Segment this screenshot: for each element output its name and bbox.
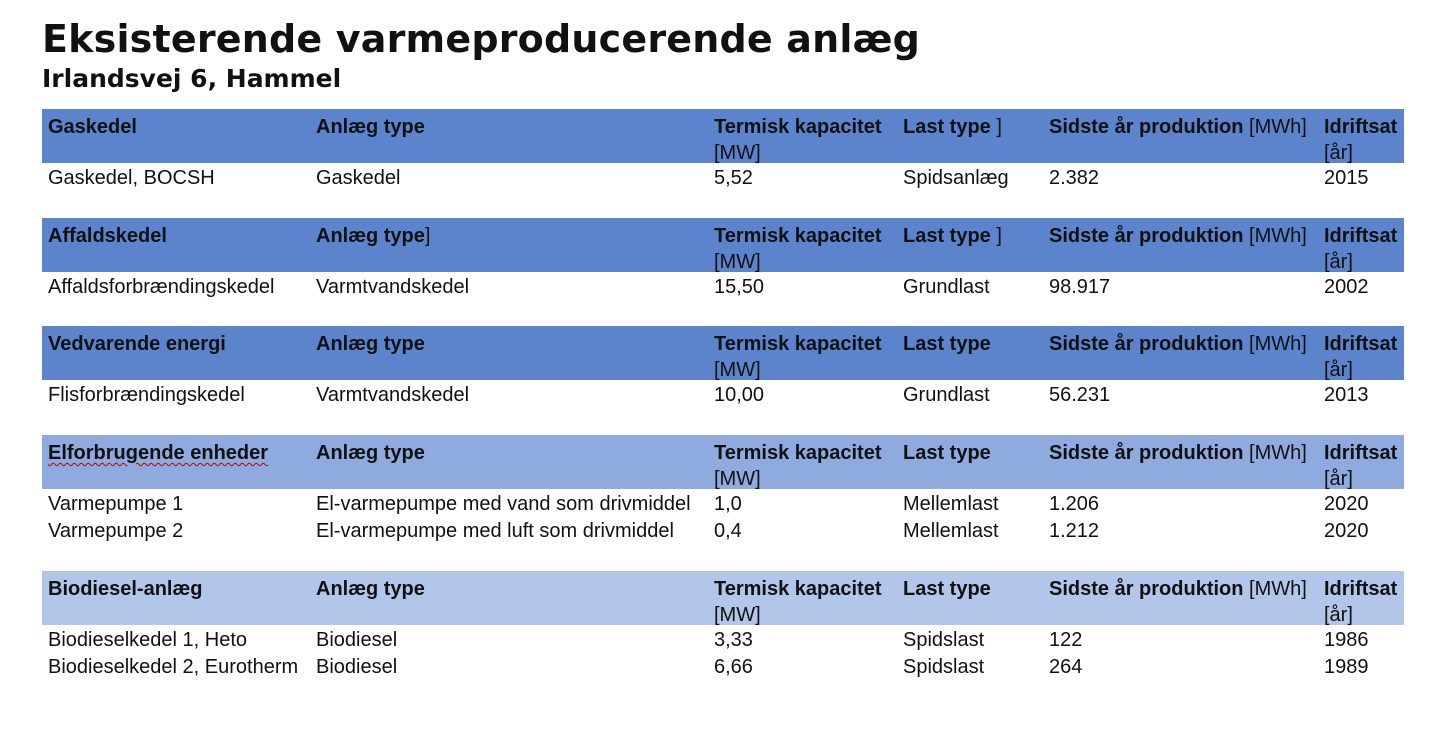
row-commissioned: 1986 [1324, 629, 1369, 651]
header-commissioned-unit: [år] [1324, 604, 1353, 626]
header-production-unit: [MWh] [1243, 578, 1307, 600]
row-name: Affaldsforbrændingskedel [48, 276, 275, 298]
section-header [42, 435, 1404, 489]
row-capacity: 0,4 [714, 520, 742, 542]
header-capacity-unit: [MW] [714, 359, 761, 381]
header-load: Last type ] [903, 225, 1002, 247]
header-name: Elforbrugende enheder [48, 442, 269, 464]
header-name: Vedvarende energi [48, 333, 226, 355]
header-commissioned-unit: [år] [1324, 359, 1353, 381]
page-title: Eksisterende varmeproducerende anlæg [42, 17, 921, 61]
row-commissioned: 1989 [1324, 656, 1369, 678]
row-name: Varmepumpe 1 [48, 493, 184, 515]
row-load: Grundlast [903, 276, 990, 298]
section-header [42, 326, 1404, 380]
row-production: 1.212 [1049, 520, 1100, 542]
row-production: 56.231 [1049, 384, 1111, 406]
row-load: Spidslast [903, 656, 985, 678]
header-load: Last type ] [903, 116, 1002, 138]
row-production: 122 [1049, 629, 1083, 651]
section-elforbrugende-enheder [42, 435, 1404, 543]
header-name: Gaskedel [48, 116, 137, 138]
row-type: Varmtvandskedel [316, 276, 470, 298]
section-affaldskedel [42, 218, 1404, 299]
header-type: Anlæg type] [316, 225, 431, 247]
header-name: Biodiesel-anlæg [48, 578, 203, 600]
header-production-unit: [MWh] [1243, 116, 1307, 138]
row-load: Spidslast [903, 629, 985, 651]
row-name: Gaskedel, BOCSH [48, 167, 215, 189]
row-name: Biodieselkedel 1, Heto [48, 629, 248, 651]
header-capacity: Termisk kapacitet [MW] [714, 225, 882, 273]
header-commissioned-unit: [år] [1324, 468, 1353, 490]
section-header [42, 218, 1404, 272]
row-capacity: 6,66 [714, 656, 753, 678]
header-type: Anlæg type [316, 116, 425, 138]
header-commissioned: Idriftsat [år] [1324, 333, 1398, 381]
row-production: 2.382 [1049, 167, 1100, 189]
header-production: Sidste år produktion [MWh] [1049, 333, 1307, 355]
header-production-unit: [MWh] [1243, 225, 1307, 247]
row-commissioned: 2013 [1324, 384, 1369, 406]
header-production: Sidste år produktion [MWh] [1049, 225, 1307, 247]
header-capacity-unit: [MW] [714, 604, 761, 626]
header-production: Sidste år produktion [MWh] [1049, 442, 1307, 464]
table-row [42, 272, 1404, 299]
header-production-unit: [MWh] [1243, 442, 1307, 464]
header-type: Anlæg type [316, 578, 425, 600]
header-commissioned-unit: [år] [1324, 251, 1353, 273]
row-capacity: 5,52 [714, 167, 753, 189]
row-type: Biodiesel [316, 629, 398, 651]
row-type: El-varmepumpe med luft som drivmiddel [316, 520, 674, 542]
section-gaskedel [42, 109, 1404, 190]
header-capacity: Termisk kapacitet [MW] [714, 333, 882, 381]
row-type: Gaskedel [316, 167, 401, 189]
header-commissioned-unit: [år] [1324, 142, 1353, 164]
row-capacity: 15,50 [714, 276, 765, 298]
row-capacity: 1,0 [714, 493, 742, 515]
row-load: Mellemlast [903, 493, 999, 515]
row-commissioned: 2015 [1324, 167, 1369, 189]
header-production: Sidste år produktion [MWh] [1049, 116, 1307, 138]
header-capacity: Termisk kapacitet [MW] [714, 116, 882, 164]
header-capacity: Termisk kapacitet [MW] [714, 578, 882, 626]
row-type: El-varmepumpe med vand som drivmiddel [316, 493, 691, 515]
row-type: Biodiesel [316, 656, 398, 678]
table-row [42, 163, 1404, 190]
row-type: Varmtvandskedel [316, 384, 470, 406]
section-header [42, 109, 1404, 163]
table-row [42, 380, 1404, 407]
section-header [42, 571, 1404, 625]
row-production: 98.917 [1049, 276, 1111, 298]
row-production: 264 [1049, 656, 1083, 678]
header-type: Anlæg type [316, 442, 425, 464]
table-row [42, 625, 1404, 652]
header-commissioned: Idriftsat [år] [1324, 442, 1398, 490]
header-load: Last type [903, 442, 991, 464]
page-subtitle: Irlandsvej 6, Hammel [42, 64, 342, 93]
header-name: Affaldskedel [48, 225, 167, 247]
row-name: Flisforbrændingskedel [48, 384, 245, 406]
row-commissioned: 2002 [1324, 276, 1369, 298]
section-biodiesel-anlaeg [42, 571, 1404, 679]
header-commissioned: Idriftsat [år] [1324, 225, 1398, 273]
table-row [42, 652, 1404, 679]
table-row [42, 489, 1404, 516]
table-row [42, 516, 1404, 543]
row-load: Spidsanlæg [903, 167, 1009, 189]
header-commissioned: Idriftsat [år] [1324, 116, 1398, 164]
header-type: Anlæg type [316, 333, 425, 355]
header-commissioned: Idriftsat [år] [1324, 578, 1398, 626]
row-commissioned: 2020 [1324, 493, 1369, 515]
row-capacity: 3,33 [714, 629, 753, 651]
row-commissioned: 2020 [1324, 520, 1369, 542]
section-vedvarende-energi [42, 326, 1404, 407]
row-name: Varmepumpe 2 [48, 520, 184, 542]
header-production-unit: [MWh] [1243, 333, 1307, 355]
header-capacity-unit: [MW] [714, 468, 761, 490]
row-capacity: 10,00 [714, 384, 765, 406]
header-capacity: Termisk kapacitet [MW] [714, 442, 882, 490]
row-load: Grundlast [903, 384, 990, 406]
row-name: Biodieselkedel 2, Eurotherm [48, 656, 299, 678]
row-load: Mellemlast [903, 520, 999, 542]
row-production: 1.206 [1049, 493, 1100, 515]
header-capacity-unit: [MW] [714, 142, 761, 164]
header-production: Sidste år produktion [MWh] [1049, 578, 1307, 600]
header-load: Last type [903, 578, 991, 600]
header-capacity-unit: [MW] [714, 251, 761, 273]
header-load: Last type [903, 333, 991, 355]
